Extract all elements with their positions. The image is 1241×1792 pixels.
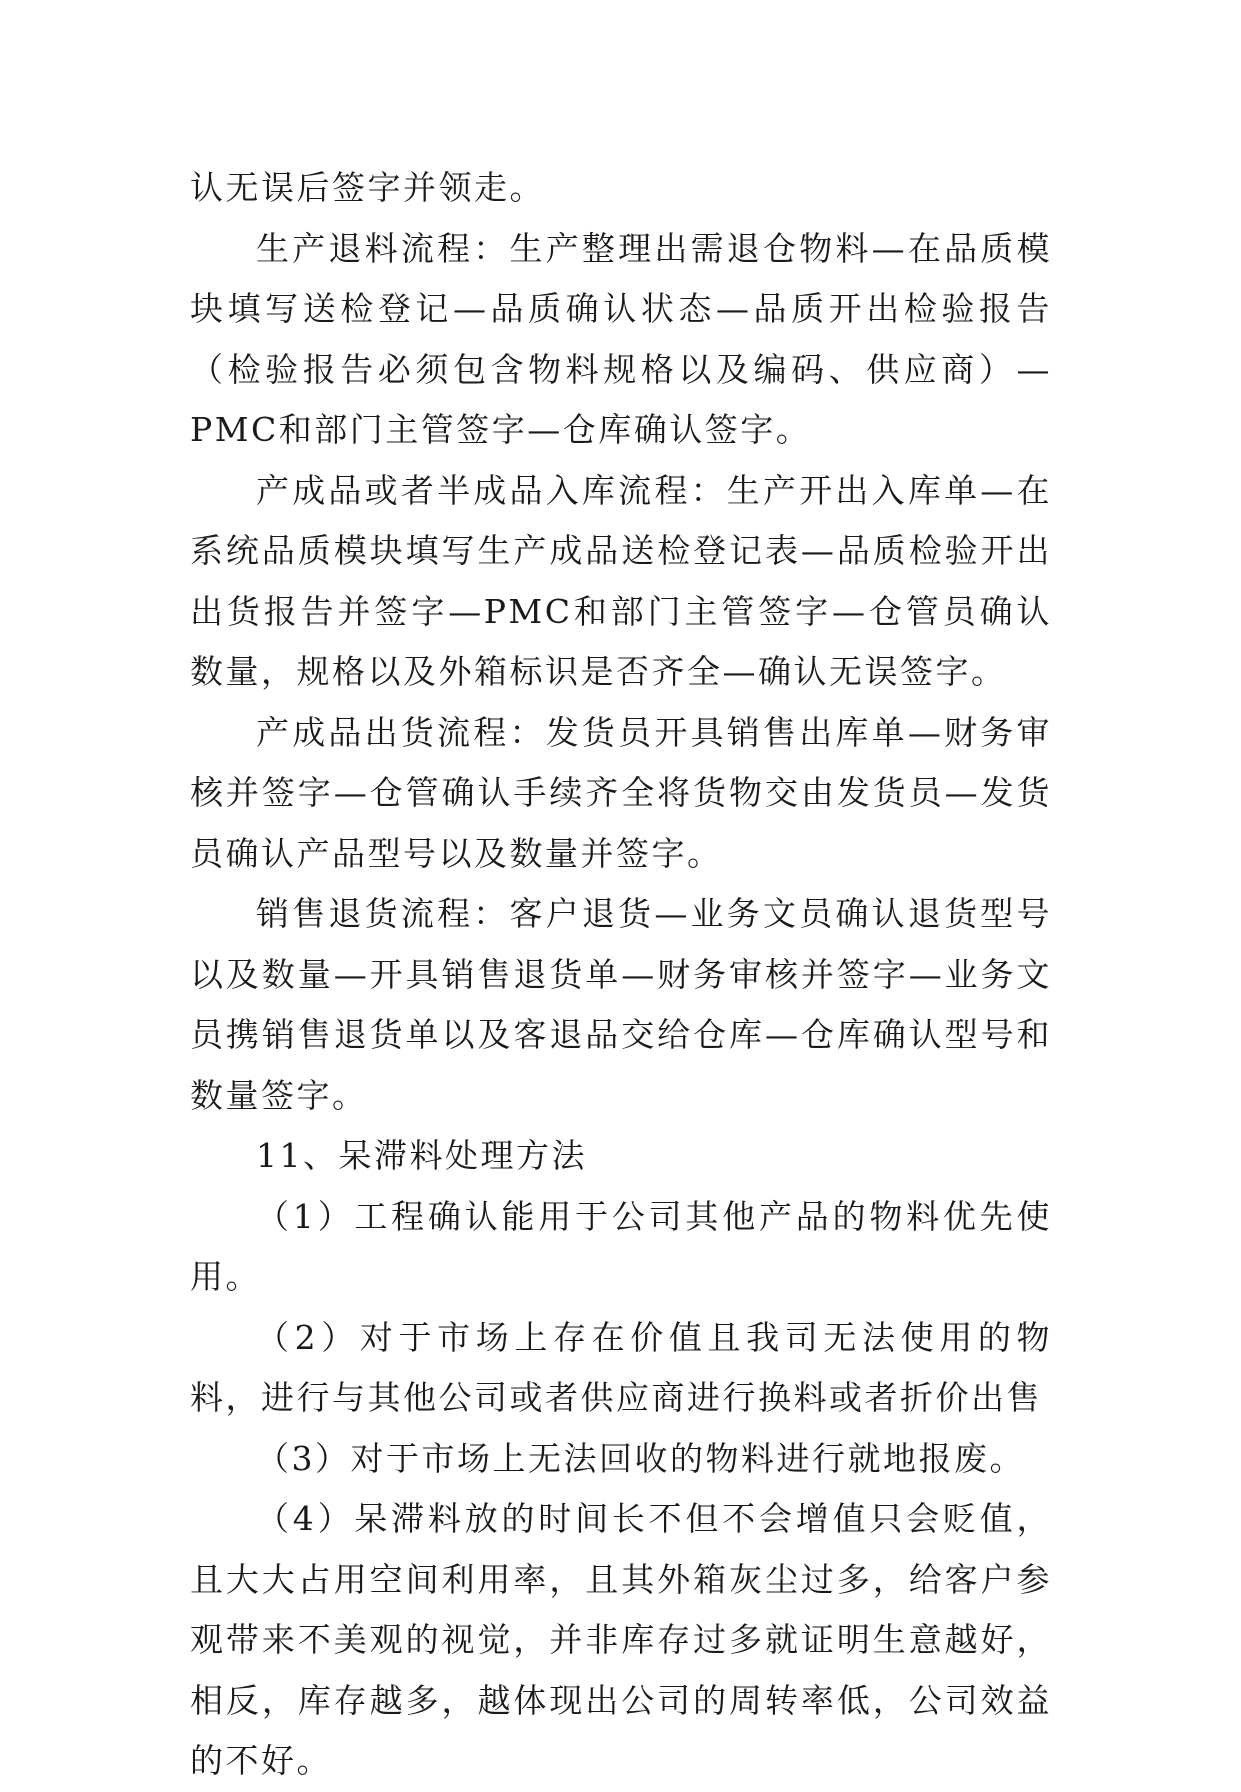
paragraph-sales-return-process: 销售退货流程：客户退货—业务文员确认退货型号以及数量—开具销售退货单—财务审核并签字—业务文员携销售退货单以及客退品交给仓库—仓库确认型号和数量签字。 bbox=[190, 894, 1052, 1115]
list-item-1: （1）工程确认能用于公司其他产品的物料优先使用。 bbox=[190, 1196, 1052, 1296]
paragraph-production-return-process: 生产退料流程：生产整理出需退仓物料—在品质模块填写送检登记—品质确认状态—品质开出检验报告（检验报告必须包含物料规格以及编码、供应商）—PMC和部门主管签字—仓库确认签字。 bbox=[190, 228, 1052, 449]
list-item-4: （4）呆滞料放的时间长不但不会增值只会贬值，且大大占用空间利用率，且其外箱灰尘过多，给客户参观带来不美观的视觉，并非库存过多就证明生意越好，相反，库存越多，越体现出公司的周转率低，公司效益的不好。 bbox=[190, 1499, 1052, 1780]
paragraph-shipment-process: 产成品出货流程：发货员开具销售出库单—财务审核并签字—仓管确认手续齐全将货物交由发货员—发货员确认产品型号以及数量并签字。 bbox=[190, 712, 1052, 873]
paragraph-finished-goods-storage-process: 产成品或者半成品入库流程：生产开出入库单—在系统品质模块填写生产成品送检登记表—品质检验开出出货报告并签字—PMC和部门主管签字—仓管员确认数量，规格以及外箱标识是否齐全—确认无误签字。 bbox=[190, 470, 1052, 691]
list-item-3: （3）对于市场上无法回收的物料进行就地报废。 bbox=[256, 1438, 1025, 1478]
document-body bbox=[190, 158, 1052, 1792]
list-item-2: （2）对于市场上存在价值且我司无法使用的物料，进行与其他公司或者供应商进行换料或者折价出售 bbox=[190, 1317, 1052, 1417]
section-heading-sluggish-material: 11、呆滞料处理方法 bbox=[256, 1136, 587, 1175]
paragraph-continuation: 认无误后签字并领走。 bbox=[190, 168, 545, 207]
